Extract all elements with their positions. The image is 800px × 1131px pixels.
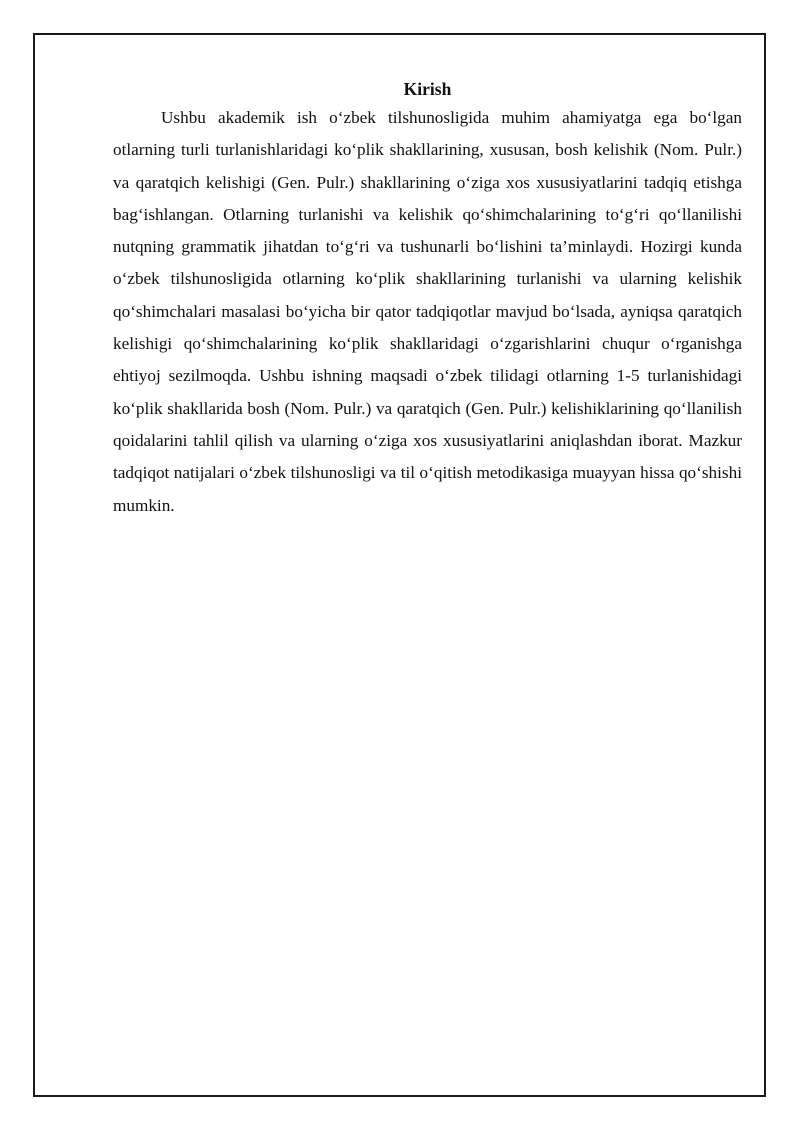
intro-paragraph: Ushbu akademik ish o‘zbek tilshunosligida muhim ahamiyatga ega bo‘lgan otlarning turli turlanishlaridagi ko‘plik shakllarining, xususan, bosh kelishik (Nom. Pulr.) va qaratqich kelishigi (Gen. Pulr.) shakllarining o‘ziga xos xususiyatlarini tadqiq etishga bag‘ishlangan. Otlarning turlanishi va kelishik qo‘shimchalarining to‘g‘ri qo‘llanilishi nutqning grammatik jihatdan to‘g‘ri va tushunarli bo‘lishini ta’minlaydi. Hozirgi kunda o‘zbek tilshunosligida otlarning ko‘plik shakllarining turlanishi va ularning kelishik qo‘shimchalari masalasi bo‘yicha bir qator tadqiqotlar mavjud bo‘lsada, ayniqsa qaratqich kelishigi qo‘shimchalarining ko‘plik shakllaridagi o‘zgarishlarini chuqur o‘rganishga ehtiyoj sezilmoqda. Ushbu ishning maqsadi o‘zbek tilidagi otlarning 1-5 turlanishidagi ko‘plik shakllarida bosh (Nom. Pulr.) va qaratqich (Gen. Pulr.) kelishiklarining qo‘llanilish qoidalarini tahlil qilish va ularning o‘ziga xos xususiyatlarini aniqlashdan iborat. Mazkur tadqiqot natijalari o‘zbek tilshunosligi va til o‘qitish metodikasiga muayyan hissa qo‘shishi mumkin. xyxy=(113,108,742,515)
section-title: Kirish xyxy=(403,79,452,99)
document-body xyxy=(113,76,742,522)
